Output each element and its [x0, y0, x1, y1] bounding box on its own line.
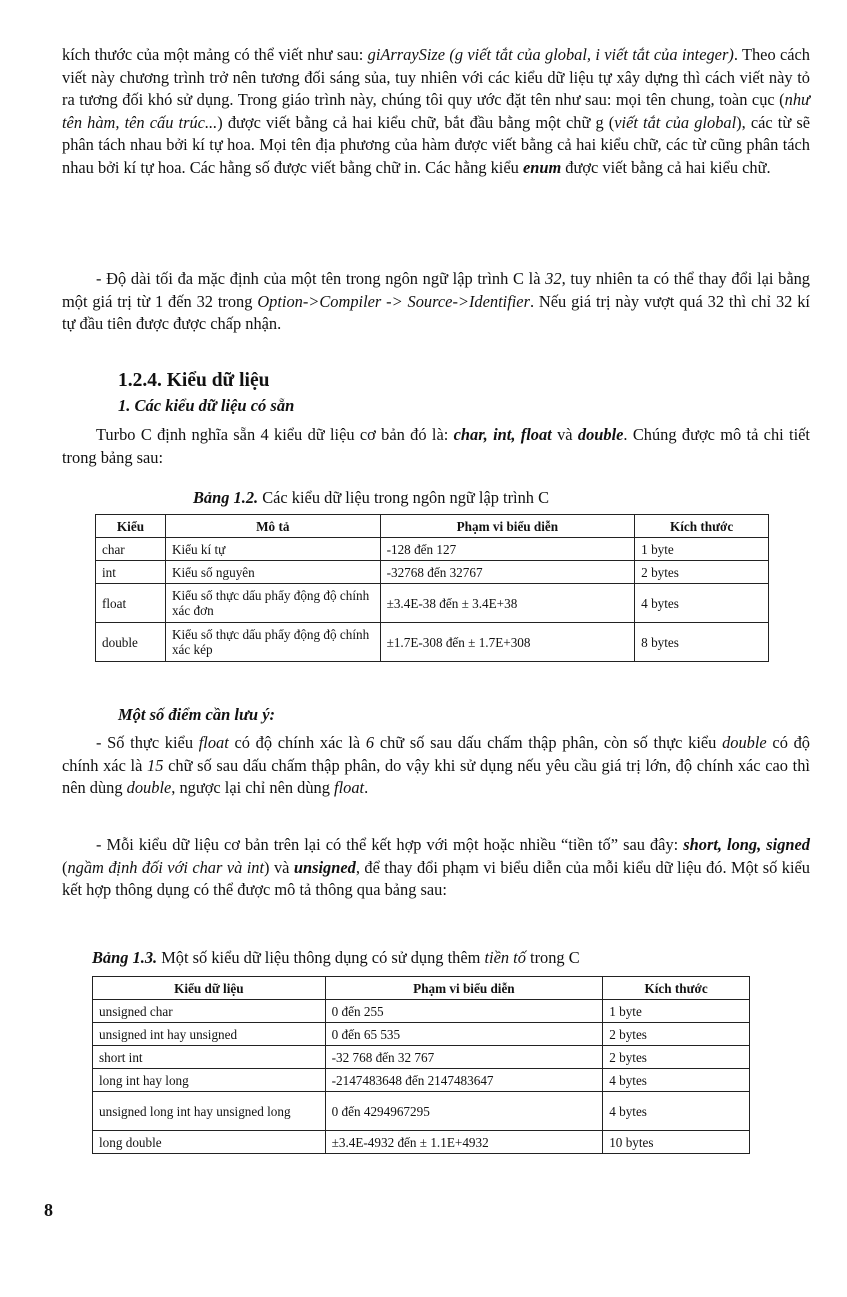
table-cell: Kiểu số thực dấu phẩy động độ chính xác kép — [165, 623, 380, 662]
header-cell: Kiểu dữ liệu — [93, 977, 326, 1000]
table-cell: 4 bytes — [635, 584, 769, 623]
paragraph-precision-note: - Số thực kiểu float có độ chính xác là 6 chữ số sau dấu chấm thập phân, còn số thực kiểu double có độ chính xác là 15 chữ số sau dấu chấm thập phân, do vậy khi sử dụng nếu yêu cầu giá trị lớn, độ chính xác cao thì nên dùng double, ngược lại chỉ nên dùng float. — [62, 733, 810, 798]
header-cell: Kiểu — [96, 515, 166, 538]
table-cell: 4 bytes — [603, 1069, 750, 1092]
table-cell: -2147483648 đến 2147483647 — [325, 1069, 603, 1092]
paragraph-identifier-length: - Độ dài tối đa mặc định của một tên trong ngôn ngữ lập trình C là 32, tuy nhiên ta có thể thay đổi lại bằng một giá trị từ 1 đến 32 trong Option->Compiler -> Source->Identifier. Nếu giá trị này vượt quá 32 thì chỉ 32 kí tự đầu tiên được được chấp nhận. — [62, 269, 810, 334]
table-row — [96, 561, 769, 584]
table-cell: 2 bytes — [635, 561, 769, 584]
table-cell: -32 768 đến 32 767 — [325, 1046, 603, 1069]
header-cell: Kích thước — [635, 515, 769, 538]
table-row — [96, 623, 769, 662]
table-cell: unsigned int hay unsigned — [93, 1023, 326, 1046]
table-cell: 8 bytes — [635, 623, 769, 662]
table-cell: float — [96, 584, 166, 623]
table-cell: long int hay long — [93, 1069, 326, 1092]
table-cell: short int — [93, 1046, 326, 1069]
paragraph-basic-types: Turbo C định nghĩa sẵn 4 kiểu dữ liệu cơ bản đó là: char, int, float và double. Chúng được mô tả chi tiết trong bảng sau: — [62, 425, 810, 467]
header-cell: Phạm vi biểu diễn — [325, 977, 603, 1000]
table-cell: 2 bytes — [603, 1046, 750, 1069]
table-cell: 0 đến 255 — [325, 1000, 603, 1023]
table-row — [93, 1131, 750, 1154]
table-row — [93, 1023, 750, 1046]
table-header-row — [93, 977, 750, 1000]
header-cell: Kích thước — [603, 977, 750, 1000]
table2-caption: Bảng 1.3. Một số kiểu dữ liệu thông dụng có sử dụng thêm tiền tố trong C — [92, 948, 580, 967]
notes-heading: Một số điểm cần lưu ý: — [118, 705, 276, 724]
page-number: 8 — [44, 1200, 53, 1220]
header-cell: Mô tả — [165, 515, 380, 538]
table-prefixed-data-types — [92, 976, 750, 1154]
paragraph-prefix-note: - Mỗi kiểu dữ liệu cơ bản trên lại có thể kết hợp với một hoặc nhiều “tiền tố” sau đây: short, long, signed (ngầm định đối với char và int) và unsigned, để thay đổi phạm vi biểu diễn của mỗi kiểu dữ liệu đó. Một số kiểu kết hợp thông dụng có thể được mô tả thông qua bảng sau: — [62, 835, 811, 900]
table-cell: 10 bytes — [603, 1131, 750, 1154]
table-cell: -32768 đến 32767 — [380, 561, 635, 584]
table-cell: -128 đến 127 — [380, 538, 635, 561]
table-cell: 1 byte — [603, 1000, 750, 1023]
table-cell: ±1.7E-308 đến ± 1.7E+308 — [380, 623, 635, 662]
table-cell: 1 byte — [635, 538, 769, 561]
table-cell: double — [96, 623, 166, 662]
section-heading: 1.2.4. Kiểu dữ liệu — [118, 370, 270, 391]
table1-caption: Bảng 1.2. Các kiểu dữ liệu trong ngôn ngữ lập trình C — [193, 488, 550, 507]
table-header-row — [96, 515, 769, 538]
table-basic-data-types — [95, 514, 769, 662]
table-cell: Kiểu số thực dấu phẩy động độ chính xác đơn — [165, 584, 380, 623]
table-cell: 0 đến 65 535 — [325, 1023, 603, 1046]
table-cell: unsigned char — [93, 1000, 326, 1023]
table-cell: unsigned long int hay unsigned long — [93, 1092, 326, 1131]
paragraph-naming-convention: kích thước của một mảng có thể viết như sau: giArraySize (g viết tắt của global, i viết tắt của integer). Theo cách viết này chương trình trở nên tương đối sáng sủa, tuy nhiên với các kiểu dữ liệu tự xây dựng thì cách viết này tỏ ra tương đối khó sử dụng. Trong giáo trình này, chúng tôi quy ước đặt tên như sau: mọi tên chung, toàn cục (như tên hàm, tên cấu trúc...) được viết bằng cả hai kiểu chữ, bắt đầu bằng một chữ g (viết tắt của global), các từ sẽ phân tách nhau bởi kí tự hoa. Mọi tên địa phương của hàm được viết bằng cả hai kiểu chữ, các từ cũng phân tách nhau bởi kí tự hoa. Các hằng số được viết bằng chữ in. Các hằng kiểu enum được viết bằng cả hai kiểu chữ. — [62, 45, 811, 177]
table-cell: 0 đến 4294967295 — [325, 1092, 603, 1131]
table-cell: Kiểu số nguyên — [165, 561, 380, 584]
table-row — [96, 538, 769, 561]
table-cell: int — [96, 561, 166, 584]
subsection-heading: 1. Các kiểu dữ liệu có sẵn — [118, 396, 295, 415]
table-cell: ±3.4E-38 đến ± 3.4E+38 — [380, 584, 635, 623]
table-cell: 4 bytes — [603, 1092, 750, 1131]
table-cell: char — [96, 538, 166, 561]
table-row — [93, 1046, 750, 1069]
header-cell: Phạm vi biểu diễn — [380, 515, 635, 538]
table-row — [93, 1000, 750, 1023]
table-cell: ±3.4E-4932 đến ± 1.1E+4932 — [325, 1131, 603, 1154]
table-cell: 2 bytes — [603, 1023, 750, 1046]
table-row — [93, 1092, 750, 1131]
table-cell: Kiểu kí tự — [165, 538, 380, 561]
table-row — [96, 584, 769, 623]
table-row — [93, 1069, 750, 1092]
table-cell: long double — [93, 1131, 326, 1154]
